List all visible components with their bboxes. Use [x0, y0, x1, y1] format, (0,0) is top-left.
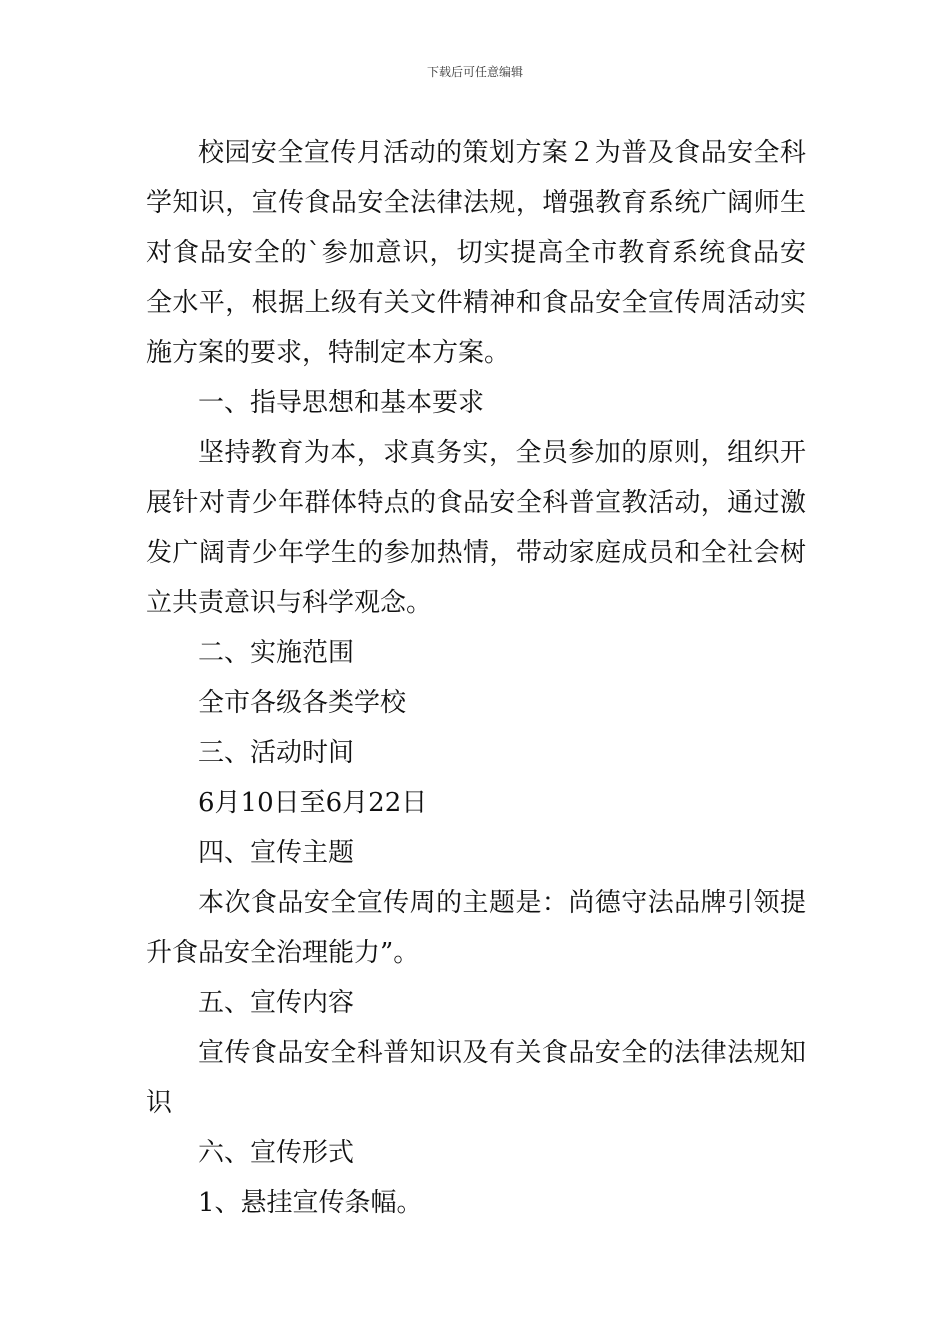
time-paragraph: 6月10日至6月22日	[198, 788, 428, 818]
content-paragraph: 宣传食品安全科普知识及有关食品安全的法律法规知识	[146, 1038, 806, 1118]
section-heading-form: 六、宣传形式	[198, 1138, 355, 1168]
form-item-1: 1、悬挂宣传条幅。	[198, 1188, 423, 1218]
theme-paragraph: 本次食品安全宣传周的主题是：尚德守法品牌引领提升食品安全治理能力”。	[146, 888, 806, 968]
section-heading-guiding-principles: 一、指导思想和基本要求	[198, 388, 485, 418]
guiding-principles-paragraph: 坚持教育为本，求真务实，全员参加的原则，组织开展针对青少年群体特点的食品安全科普宣教活动，通过激发广阔青少年学生的参加热情，带动家庭成员和全社会树立共责意识与科学观念。	[146, 438, 806, 618]
section-heading-time: 三、活动时间	[198, 738, 355, 768]
section-heading-content: 五、宣传内容	[198, 988, 355, 1018]
section-heading-scope: 二、实施范围	[198, 638, 355, 668]
page-header: 下载后可任意编辑	[426, 65, 523, 79]
scope-paragraph: 全市各级各类学校	[198, 688, 407, 718]
section-heading-theme: 四、宣传主题	[198, 838, 355, 868]
document-body	[146, 128, 806, 1228]
intro-paragraph: 校园安全宣传月活动的策划方案２为普及食品安全科学知识，宣传食品安全法律法规，增强教育系统广阔师生对食品安全的`参加意识，切实提高全市教育系统食品安全水平，根据上级有关文件精神和食品安全宣传周活动实施方案的要求，特制定本方案。	[146, 138, 806, 368]
